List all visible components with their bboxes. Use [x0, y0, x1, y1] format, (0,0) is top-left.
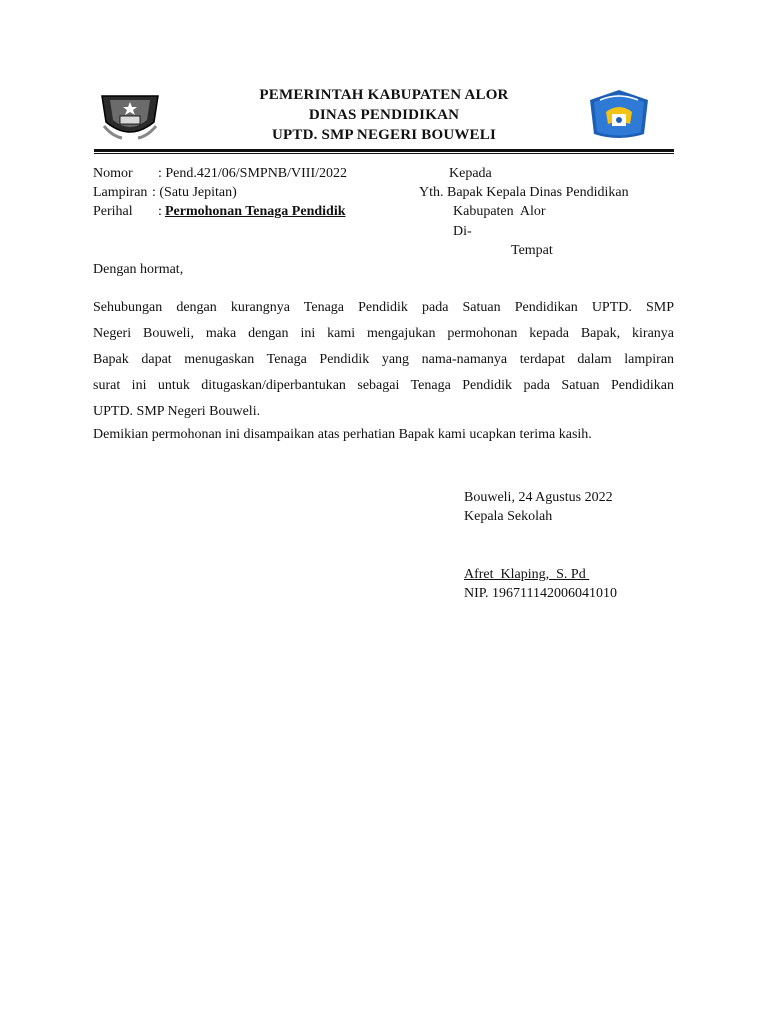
salutation: Dengan hormat, [93, 262, 184, 277]
body-para1-line1: Sehubungan dengan kurangnya Tenaga Pendidik pada Satuan Pendidikan UPTD. SMP [93, 300, 674, 315]
lampiran-value: : (Satu Jepitan) [152, 185, 237, 200]
recipient-yth: Yth. Bapak Kepala Dinas Pendidikan [419, 185, 629, 200]
signature-place-date: Bouweli, 24 Agustus 2022 [464, 490, 613, 505]
body-para1-line3: Bapak dapat menugaskan Tenaga Pendidik yang nama-namanya terdapat dalam lampiran [93, 352, 674, 367]
recipient-kepada: Kepada [449, 166, 492, 181]
recipient-kabupaten: Kabupaten Alor [453, 204, 546, 219]
nomor-value: : Pend.421/06/SMPNB/VIII/2022 [158, 166, 348, 181]
signature-position: Kepala Sekolah [464, 509, 553, 524]
recipient-tempat: Tempat [511, 243, 553, 258]
recipient-di: Di- [453, 224, 472, 239]
perihal-value: Permohonan Tenaga Pendidik [165, 204, 346, 219]
body-para1-line4: surat ini untuk ditugaskan/diperbantukan sebagai Tenaga Pendidik pada Satuan Pendidikan [93, 378, 674, 393]
signature-nip: NIP. 196711142006041010 [464, 586, 617, 601]
header-divider-thin [94, 153, 674, 154]
signature-name: Afret Klaping, S. Pd [464, 567, 590, 582]
header-divider-thick [94, 149, 674, 152]
header-line-2: DINAS PENDIDIKAN [308, 107, 460, 123]
body-para1-line2: Negeri Bouweli, maka dengan ini kami mengajukan permohonan kepada Bapak, kiranya [93, 326, 674, 341]
nomor-label: Nomor [93, 166, 133, 181]
perihal-label: Perihal [93, 204, 133, 219]
lampiran-label: Lampiran [93, 185, 148, 200]
body-closing: Demikian permohonan ini disampaikan atas perhatian Bapak kami ucapkan terima kasih. [93, 427, 592, 442]
header-line-1: PEMERINTAH KABUPATEN ALOR [259, 87, 509, 103]
header-line-3: UPTD. SMP NEGERI BOUWELI [272, 127, 496, 143]
body-para1-line5: UPTD. SMP Negeri Bouweli. [93, 404, 261, 419]
perihal-colon: : [158, 204, 162, 219]
